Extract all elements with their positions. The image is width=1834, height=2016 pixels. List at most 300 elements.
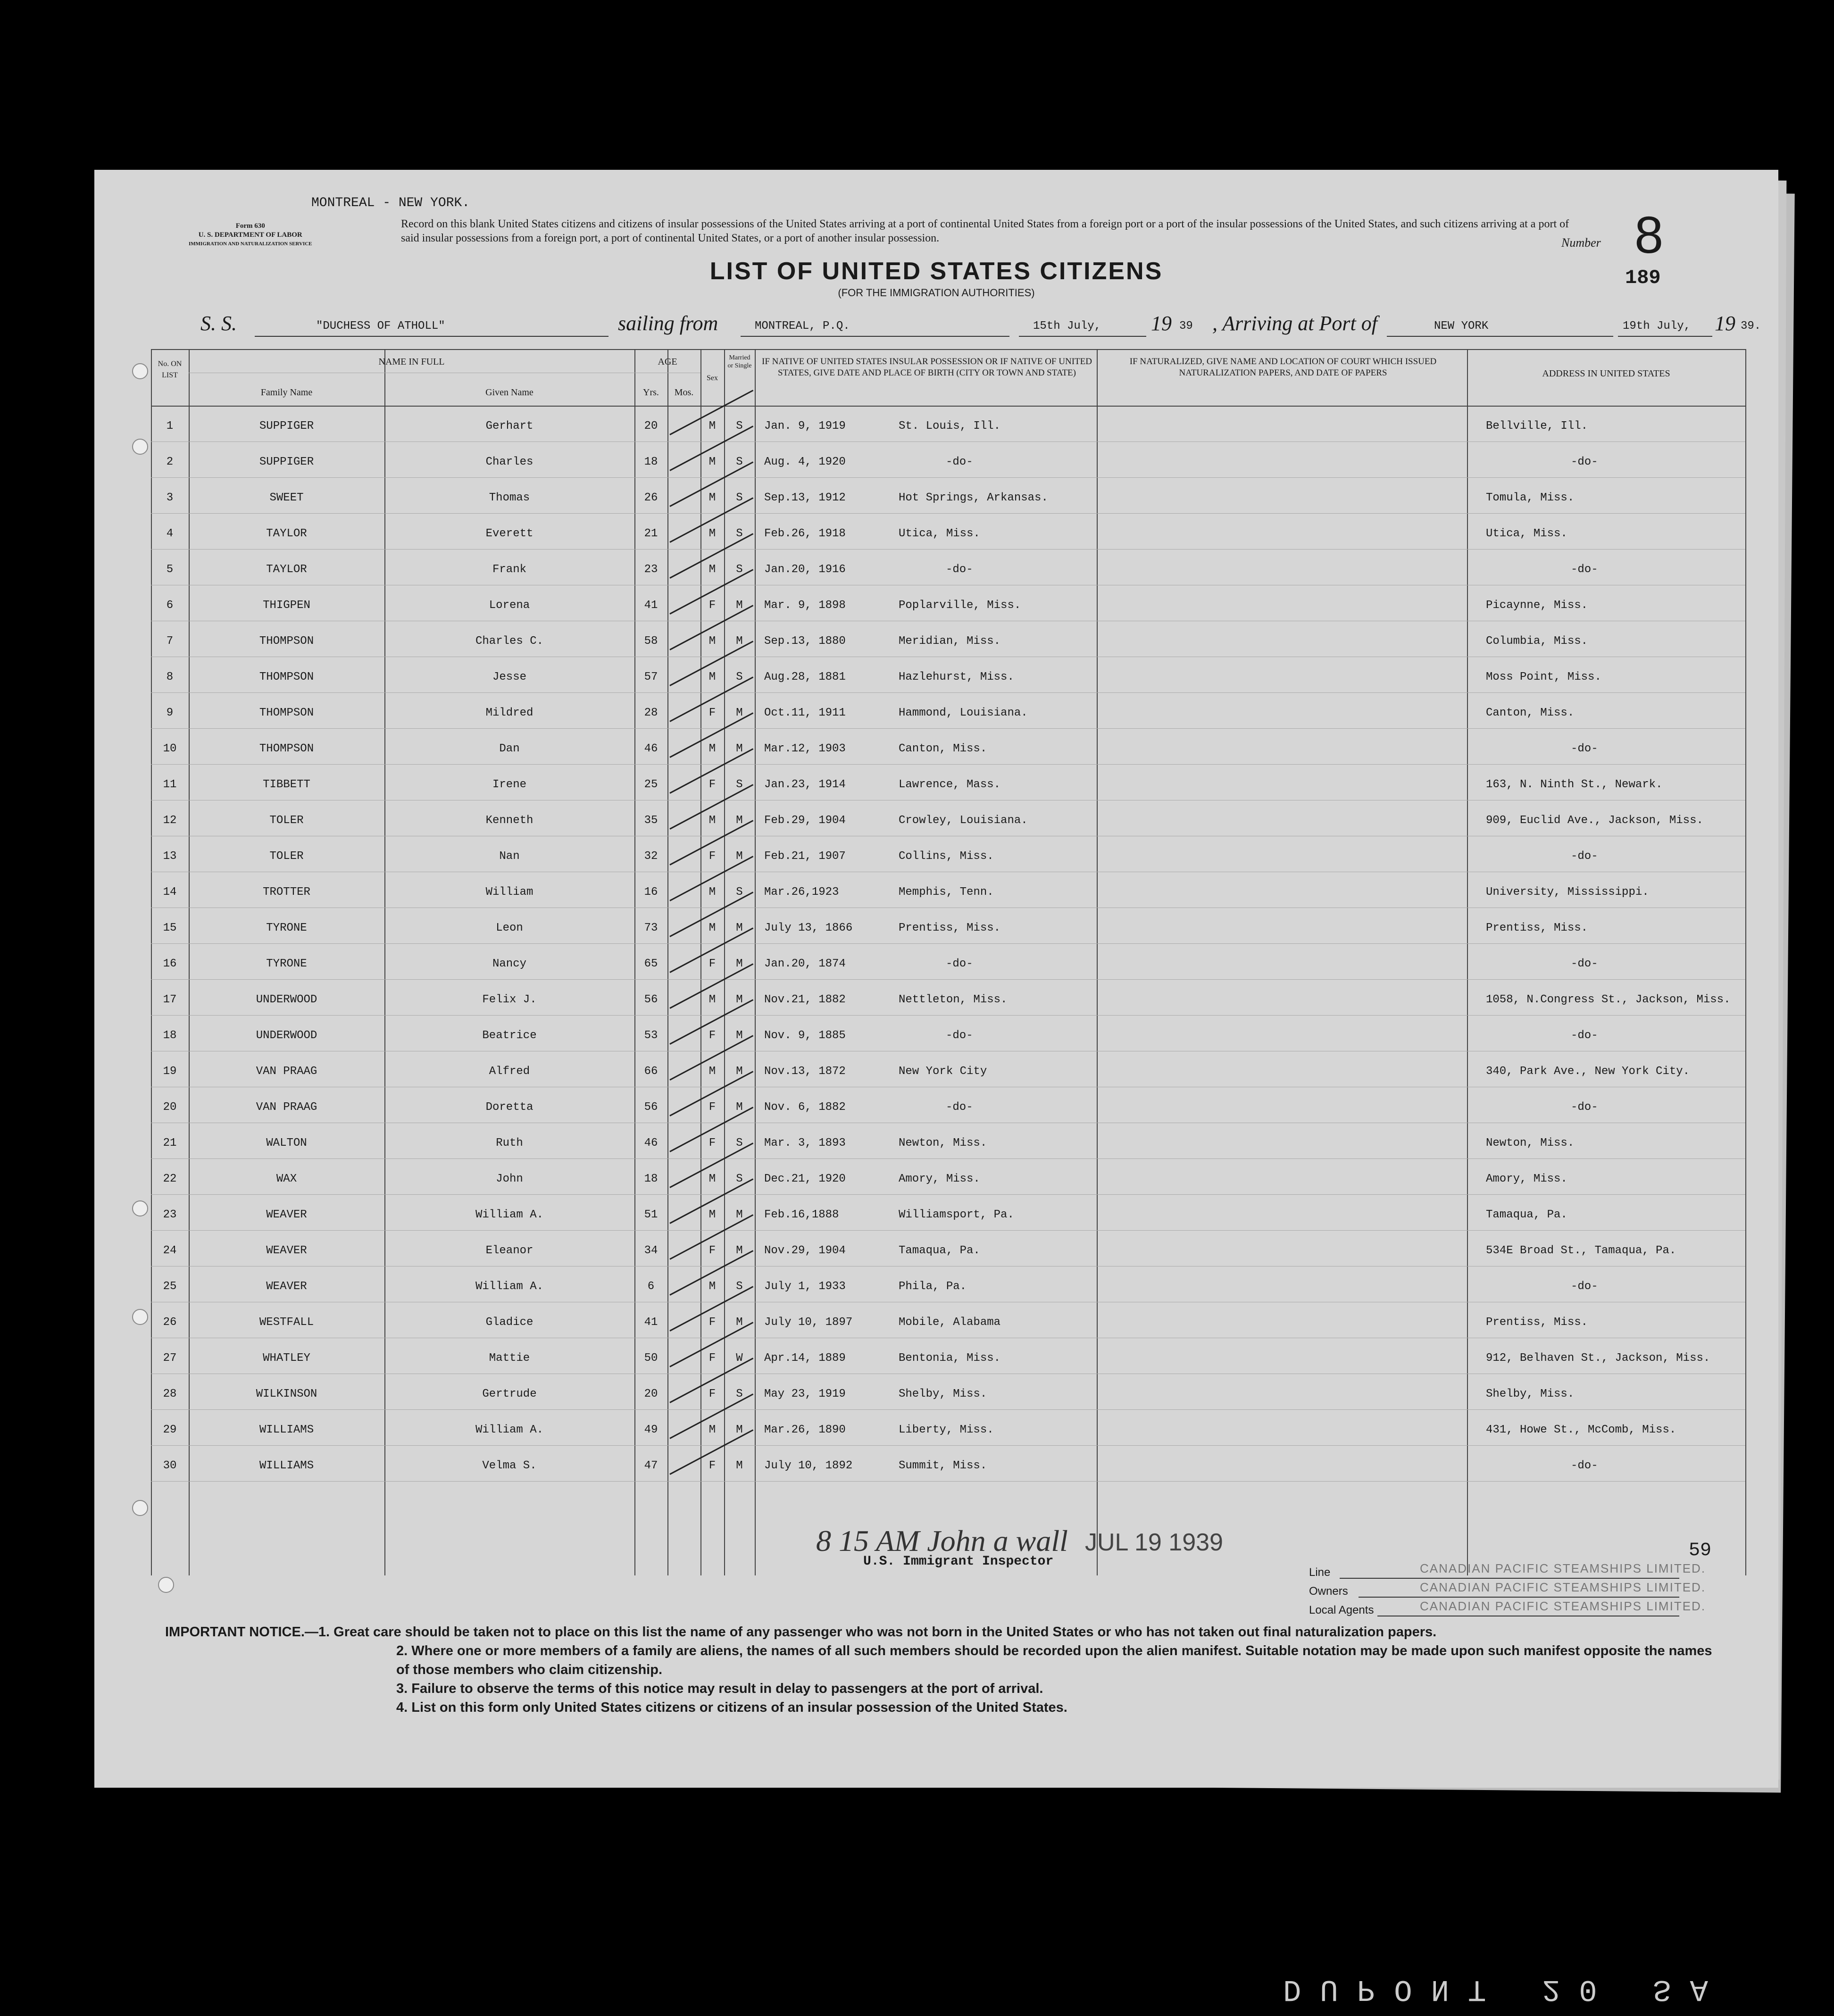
col-naturalized-header: IF NATURALIZED, GIVE NAME AND LOCATION OF COURT WHICH ISSUED NATURALIZATION PAPERS, AND DATE OF PAPERS <box>1129 357 1437 378</box>
cell-given: Dan <box>499 742 520 755</box>
cell-address: Prentiss, Miss. <box>1486 922 1588 934</box>
cell-sex: M <box>709 742 716 755</box>
punch-hole <box>132 439 148 455</box>
col-age-header: AGE <box>658 357 677 367</box>
row-rule <box>151 1194 1745 1195</box>
cell-family: WAX <box>276 1173 297 1185</box>
cell-ms: M <box>736 707 743 719</box>
cell-family: TYRONE <box>266 958 307 970</box>
cell-age: 18 <box>644 456 658 468</box>
cell-given: Kenneth <box>485 814 534 827</box>
cell-given: Mildred <box>485 707 534 719</box>
cell-bdate: Nov. 6, 1882 <box>764 1101 846 1114</box>
cell-ms: S <box>736 778 743 791</box>
cell-no: 3 <box>166 492 174 504</box>
form-number: Form 630 <box>235 222 265 230</box>
cell-address: Columbia, Miss. <box>1486 635 1588 648</box>
cell-no: 2 <box>166 456 174 468</box>
cell-sex: F <box>709 1137 716 1150</box>
cell-no: 6 <box>166 599 174 612</box>
cell-family: TIBBETT <box>263 778 310 791</box>
cell-no: 22 <box>163 1173 177 1185</box>
cell-age: 16 <box>644 886 658 899</box>
cell-bplace: Liberty, Miss. <box>899 1424 994 1436</box>
cell-ms: M <box>736 1101 743 1114</box>
cell-address: 431, Howe St., McComb, Miss. <box>1486 1424 1676 1436</box>
cell-ms: S <box>736 1173 743 1185</box>
cell-given: Doretta <box>485 1101 534 1114</box>
cell-age: 35 <box>644 814 658 827</box>
punch-hole <box>158 1577 174 1593</box>
cell-given: Alfred <box>489 1065 530 1078</box>
cell-ms: W <box>736 1352 743 1365</box>
cell-age: 65 <box>644 958 658 970</box>
row-rule <box>151 513 1745 514</box>
cell-bdate: Mar. 3, 1893 <box>764 1137 846 1150</box>
cell-family: THOMPSON <box>259 742 314 755</box>
cell-family: WEAVER <box>266 1208 307 1221</box>
cell-no: 23 <box>163 1208 177 1221</box>
line-label: Line <box>1309 1566 1331 1579</box>
cell-sex: F <box>709 1029 716 1042</box>
cell-family: THOMPSON <box>259 635 314 648</box>
cell-bplace: Nettleton, Miss. <box>899 993 1008 1006</box>
cell-address: -do- <box>1571 742 1598 755</box>
cell-address: Newton, Miss. <box>1486 1137 1575 1150</box>
cell-age: 41 <box>644 599 658 612</box>
cell-bplace: Shelby, Miss. <box>899 1388 987 1400</box>
cell-sex: F <box>709 1352 716 1365</box>
cell-address: Utica, Miss. <box>1486 527 1567 540</box>
page-number: 59 <box>1689 1540 1712 1561</box>
cell-no: 18 <box>163 1029 177 1042</box>
cell-no: 15 <box>163 922 177 934</box>
cell-age: 28 <box>644 707 658 719</box>
cell-bdate: Jan.20, 1916 <box>764 563 846 576</box>
departure-date: 15th July, <box>1033 320 1101 333</box>
cell-address: Tamaqua, Pa. <box>1486 1208 1567 1221</box>
cell-ms: S <box>736 1388 743 1400</box>
cell-given: Gladice <box>485 1316 534 1329</box>
cell-age: 73 <box>644 922 658 934</box>
cell-bplace: St. Louis, Ill. <box>899 420 1001 433</box>
col-family-header: Family Name <box>260 387 313 398</box>
cell-family: WEAVER <box>266 1244 307 1257</box>
notice-item-2: 2. Where one or more members of a family are aliens, the names of all such members should be recorded upon the alien manifest. Suitable notation may be made upon such manifest opposite the names of those members who claim citizenship. <box>396 1643 1712 1677</box>
cell-age: 47 <box>644 1459 658 1472</box>
cell-family: WHATLEY <box>263 1352 310 1365</box>
cell-given: Irene <box>492 778 526 791</box>
service: IMMIGRATION AND NATURALIZATION SERVICE <box>189 241 312 247</box>
cell-address: 340, Park Ave., New York City. <box>1486 1065 1690 1078</box>
row-rule <box>151 549 1745 550</box>
cell-age: 41 <box>644 1316 658 1329</box>
cell-age: 20 <box>644 1388 658 1400</box>
cell-age: 26 <box>644 492 658 504</box>
cell-no: 26 <box>163 1316 177 1329</box>
col-given-header: Given Name <box>485 387 534 398</box>
cell-sex: M <box>709 635 716 648</box>
cell-bdate: Nov.29, 1904 <box>764 1244 846 1257</box>
cell-no: 20 <box>163 1101 177 1114</box>
cell-bplace: -do- <box>946 958 973 970</box>
department: U. S. DEPARTMENT OF LABOR <box>198 231 302 239</box>
cell-sex: M <box>709 922 716 934</box>
cell-family: TOLER <box>269 814 304 827</box>
cell-ms: S <box>736 1280 743 1293</box>
cell-given: John <box>496 1173 523 1185</box>
cell-age: 32 <box>644 850 658 863</box>
row-rule <box>151 1481 1745 1482</box>
cell-sex: F <box>709 707 716 719</box>
punch-hole <box>132 363 148 379</box>
cell-bplace: -do- <box>946 563 973 576</box>
cell-no: 8 <box>166 671 174 683</box>
cell-given: William <box>485 886 534 899</box>
cell-sex: F <box>709 850 716 863</box>
cell-bdate: July 10, 1892 <box>764 1459 853 1472</box>
cell-family: TROTTER <box>263 886 310 899</box>
cell-bdate: Mar.12, 1903 <box>764 742 846 755</box>
col-name-header: NAME IN FULL <box>378 357 445 367</box>
cell-address: 1058, N.Congress St., Jackson, Miss. <box>1486 993 1731 1006</box>
notice-item-4: 4. List on this form only United States citizens or citizens of an insular possession of the United States. <box>396 1700 1067 1715</box>
cell-bdate: Dec.21, 1920 <box>764 1173 846 1185</box>
ss-label: S. S. <box>200 312 237 335</box>
departure-year: 39 <box>1179 320 1193 333</box>
cell-address: 163, N. Ninth St., Newark. <box>1486 778 1663 791</box>
punch-hole <box>132 1500 148 1516</box>
cell-bplace: Meridian, Miss. <box>899 635 1001 648</box>
cell-bplace: Amory, Miss. <box>899 1173 980 1185</box>
col-yrs-header: Yrs. <box>643 387 659 398</box>
cell-no: 16 <box>163 958 177 970</box>
cell-given: Beatrice <box>482 1029 537 1042</box>
cell-address: -do- <box>1571 456 1598 468</box>
cell-sex: M <box>709 420 716 433</box>
col-sex-header: Sex <box>707 374 718 382</box>
cell-bplace: Bentonia, Miss. <box>899 1352 1001 1365</box>
cell-bdate: Jan.20, 1874 <box>764 958 846 970</box>
owners-stamp: CANADIAN PACIFIC STEAMSHIPS LIMITED. <box>1420 1580 1706 1594</box>
cell-address: Tomula, Miss. <box>1486 492 1575 504</box>
cell-ms: S <box>736 671 743 683</box>
line-stamp: CANADIAN PACIFIC STEAMSHIPS LIMITED. <box>1420 1561 1706 1575</box>
cell-family: SUPPIGER <box>259 420 314 433</box>
cell-age: 6 <box>647 1280 655 1293</box>
cell-age: 53 <box>644 1029 658 1042</box>
cell-bdate: Feb.26, 1918 <box>764 527 846 540</box>
cell-bdate: Aug. 4, 1920 <box>764 456 846 468</box>
cell-no: 19 <box>163 1065 177 1078</box>
cell-ms: M <box>736 1029 743 1042</box>
cell-bdate: Jan. 9, 1919 <box>764 420 846 433</box>
cell-ms: M <box>736 958 743 970</box>
cell-bdate: Feb.16,1888 <box>764 1208 839 1221</box>
cell-ms: M <box>736 1208 743 1221</box>
cell-ms: S <box>736 1137 743 1150</box>
cell-address: Canton, Miss. <box>1486 707 1575 719</box>
cell-sex: M <box>709 886 716 899</box>
cell-no: 12 <box>163 814 177 827</box>
sailing-label: sailing from <box>618 312 718 335</box>
cell-family: TYRONE <box>266 922 307 934</box>
cell-sex: F <box>709 778 716 791</box>
cell-address: University, Mississippi. <box>1486 886 1649 899</box>
cell-bplace: Mobile, Alabama <box>899 1316 1001 1329</box>
cell-no: 7 <box>166 635 174 648</box>
form-header <box>94 170 1778 349</box>
cell-given: Frank <box>492 563 526 576</box>
cell-bplace: Tamaqua, Pa. <box>899 1244 980 1257</box>
cell-given: Velma S. <box>482 1459 537 1472</box>
cell-bdate: Feb.21, 1907 <box>764 850 846 863</box>
notice-item-1: 1. Great care should be taken not to place on this list the name of any passenger who was not born in the United States or who has not taken out final naturalization papers. <box>318 1624 1437 1640</box>
cell-no: 14 <box>163 886 177 899</box>
cell-ms: M <box>736 993 743 1006</box>
row-rule <box>151 728 1745 729</box>
cell-bplace: -do- <box>946 1029 973 1042</box>
cell-ms: M <box>736 1065 743 1078</box>
cell-bplace: Phila, Pa. <box>899 1280 967 1293</box>
arrival-port: NEW YORK <box>1434 320 1489 333</box>
punch-hole <box>132 1200 148 1216</box>
cell-age: 49 <box>644 1424 658 1436</box>
cell-family: VAN PRAAG <box>256 1065 317 1078</box>
cell-no: 30 <box>163 1459 177 1472</box>
cell-age: 21 <box>644 527 658 540</box>
cell-ms: M <box>736 599 743 612</box>
cell-bplace: Summit, Miss. <box>899 1459 987 1472</box>
cell-family: SUPPIGER <box>259 456 314 468</box>
cell-address: 534E Broad St., Tamaqua, Pa. <box>1486 1244 1676 1257</box>
cell-address: Bellville, Ill. <box>1486 420 1588 433</box>
row-rule <box>151 1015 1745 1016</box>
row-rule <box>151 943 1745 944</box>
col-no-header: No. ON LIST <box>158 360 182 379</box>
number-label: Number <box>1561 236 1601 250</box>
owners-label: Owners <box>1309 1585 1348 1598</box>
cell-family: THOMPSON <box>259 707 314 719</box>
cell-ms: M <box>736 1424 743 1436</box>
cell-bdate: Aug.28, 1881 <box>764 671 846 683</box>
cell-sex: M <box>709 671 716 683</box>
cell-given: Nan <box>499 850 520 863</box>
cell-address: -do- <box>1571 1029 1598 1042</box>
cell-bdate: Oct.11, 1911 <box>764 707 846 719</box>
date-stamp: JUL 19 1939 <box>1085 1529 1223 1556</box>
cell-family: WALTON <box>266 1137 307 1150</box>
cell-age: 50 <box>644 1352 658 1365</box>
cell-address: Prentiss, Miss. <box>1486 1316 1588 1329</box>
cell-given: William A. <box>475 1208 544 1221</box>
cell-bdate: Sep.13, 1880 <box>764 635 846 648</box>
cell-bdate: Nov.21, 1882 <box>764 993 846 1006</box>
cell-sex: F <box>709 958 716 970</box>
cell-given: Charles C. <box>475 635 544 648</box>
cell-bdate: July 13, 1866 <box>764 922 853 934</box>
cell-ms: S <box>736 420 743 433</box>
cell-bplace: Crowley, Louisiana. <box>899 814 1028 827</box>
cell-bplace: Williamsport, Pa. <box>899 1208 1014 1221</box>
cell-address: -do- <box>1571 958 1598 970</box>
cell-family: VAN PRAAG <box>256 1101 317 1114</box>
cell-no: 13 <box>163 850 177 863</box>
row-rule <box>151 1445 1745 1446</box>
cell-bdate: Apr.14, 1889 <box>764 1352 846 1365</box>
cell-given: Gerhart <box>485 420 534 433</box>
cell-age: 51 <box>644 1208 658 1221</box>
col-address-header: ADDRESS IN UNITED STATES <box>1542 368 1670 379</box>
col-birth-header: IF NATIVE OF UNITED STATES INSULAR POSSESSION OR IF NATIVE OF UNITED STATES, GIVE DATE AND PLACE OF BIRTH (CITY OR TOWN AND STATE) <box>762 357 1092 378</box>
inspector-signature: 8 15 AM John a wall <box>816 1524 1068 1558</box>
cell-family: WILKINSON <box>256 1388 317 1400</box>
cell-age: 66 <box>644 1065 658 1078</box>
cell-bplace: New York City <box>899 1065 987 1078</box>
cell-family: UNDERWOOD <box>256 1029 317 1042</box>
cell-family: WILLIAMS <box>259 1459 314 1472</box>
cell-bplace: Hot Springs, Arkansas. <box>899 492 1048 504</box>
cell-family: THIGPEN <box>263 599 310 612</box>
cell-age: 46 <box>644 1137 658 1150</box>
cell-age: 34 <box>644 1244 658 1257</box>
cell-address: Moss Point, Miss. <box>1486 671 1601 683</box>
notice-item-3: 3. Failure to observe the terms of this notice may result in delay to passengers at the port of arrival. <box>396 1681 1043 1696</box>
row-rule <box>151 1409 1745 1410</box>
cell-no: 4 <box>166 527 174 540</box>
cell-bdate: July 10, 1897 <box>764 1316 853 1329</box>
row-rule <box>151 1230 1745 1231</box>
cell-ms: M <box>736 814 743 827</box>
year-prefix-2: 19 <box>1715 312 1735 335</box>
cell-family: WESTFALL <box>259 1316 314 1329</box>
ship-name: "DUCHESS OF ATHOLL" <box>316 320 445 333</box>
cell-bdate: Feb.29, 1904 <box>764 814 846 827</box>
cell-ms: M <box>736 635 743 648</box>
cell-ms: S <box>736 456 743 468</box>
cell-sex: M <box>709 1173 716 1185</box>
page-title: LIST OF UNITED STATES CITIZENS <box>709 258 1163 285</box>
cell-no: 1 <box>166 420 174 433</box>
cell-bdate: Nov. 9, 1885 <box>764 1029 846 1042</box>
cell-no: 9 <box>166 707 174 719</box>
agents-label: Local Agents <box>1309 1604 1374 1616</box>
arriving-label: , Arriving at Port of <box>1212 312 1377 335</box>
cell-sex: M <box>709 1424 716 1436</box>
row-rule <box>151 1158 1745 1159</box>
cell-family: UNDERWOOD <box>256 993 317 1006</box>
cell-given: Nancy <box>492 958 526 970</box>
film-marker: DUPONT 20 SA <box>1283 1972 1727 2006</box>
cell-bplace: Poplarville, Miss. <box>899 599 1021 612</box>
cell-address: -do- <box>1571 563 1598 576</box>
cell-no: 29 <box>163 1424 177 1436</box>
row-rule <box>151 979 1745 980</box>
cell-no: 28 <box>163 1388 177 1400</box>
cell-no: 11 <box>163 778 177 791</box>
cell-bdate: Mar.26,1923 <box>764 886 839 899</box>
cell-address: Picaynne, Miss. <box>1486 599 1588 612</box>
record-instructions: Record on this blank United States citizens and citizens of insular possessions of the United States arriving at a port of continental United States from a foreign port or a port of the insular possessions of the United States, and such citizens arriving at a port of said insular possessions from a foreign port, a port of continental United States, or a port of another insular possession. <box>401 218 1569 244</box>
cell-sex: M <box>709 1208 716 1221</box>
cell-age: 23 <box>644 563 658 576</box>
page-stamp: 189 <box>1625 267 1661 289</box>
cell-bplace: Canton, Miss. <box>899 742 987 755</box>
cell-address: 909, Euclid Ave., Jackson, Miss. <box>1486 814 1703 827</box>
cell-family: WILLIAMS <box>259 1424 314 1436</box>
cell-given: Thomas <box>489 492 530 504</box>
cell-ms: M <box>736 922 743 934</box>
cell-given: Lorena <box>489 599 530 612</box>
arrival-year: 39. <box>1741 320 1761 333</box>
col-mos-header: Mos. <box>674 387 694 398</box>
cell-sex: F <box>709 1244 716 1257</box>
manifest-sheet <box>94 170 1778 1788</box>
cell-bplace: Lawrence, Mass. <box>899 778 1001 791</box>
cell-bdate: Sep.13, 1912 <box>764 492 846 504</box>
important-notice <box>165 1623 1722 1717</box>
cell-family: TAYLOR <box>266 563 307 576</box>
cell-address: 912, Belhaven St., Jackson, Miss. <box>1486 1352 1710 1365</box>
cell-age: 58 <box>644 635 658 648</box>
cell-ms: S <box>736 563 743 576</box>
cell-age: 56 <box>644 1101 658 1114</box>
cell-ms: S <box>736 492 743 504</box>
cell-address: -do- <box>1571 1280 1598 1293</box>
cell-bdate: Mar. 9, 1898 <box>764 599 846 612</box>
cell-given: Charles <box>485 456 534 468</box>
cell-no: 25 <box>163 1280 177 1293</box>
passenger-table <box>151 349 1745 1575</box>
cell-address: -do- <box>1571 1101 1598 1114</box>
punch-hole <box>132 1309 148 1325</box>
route: MONTREAL - NEW YORK. <box>311 196 470 210</box>
cell-sex: F <box>709 1316 716 1329</box>
cell-family: WEAVER <box>266 1280 307 1293</box>
cell-sex: M <box>709 1065 716 1078</box>
cell-family: SWEET <box>269 492 304 504</box>
form-issuer <box>189 222 312 249</box>
col-married-header: Married or Single <box>727 354 752 369</box>
cell-ms: M <box>736 1244 743 1257</box>
cell-sex: M <box>709 1280 716 1293</box>
cell-sex: F <box>709 1388 716 1400</box>
cell-given: Gertrude <box>482 1388 537 1400</box>
cell-age: 25 <box>644 778 658 791</box>
cell-family: TOLER <box>269 850 304 863</box>
cell-age: 56 <box>644 993 658 1006</box>
cell-sex: M <box>709 456 716 468</box>
notice-title: IMPORTANT NOTICE.— <box>165 1624 318 1640</box>
cell-bdate: Nov.13, 1872 <box>764 1065 846 1078</box>
cell-age: 18 <box>644 1173 658 1185</box>
cell-bdate: Mar.26, 1890 <box>764 1424 846 1436</box>
cell-bplace: Prentiss, Miss. <box>899 922 1001 934</box>
cell-given: William A. <box>475 1280 544 1293</box>
cell-given: Ruth <box>496 1137 523 1150</box>
cell-given: Felix J. <box>482 993 537 1006</box>
cell-sex: M <box>709 814 716 827</box>
cell-address: Amory, Miss. <box>1486 1173 1567 1185</box>
cell-given: Jesse <box>492 671 526 683</box>
cell-no: 21 <box>163 1137 177 1150</box>
cell-sex: F <box>709 1459 716 1472</box>
cell-bdate: May 23, 1919 <box>764 1388 846 1400</box>
page-subtitle: (FOR THE IMMIGRATION AUTHORITIES) <box>838 287 1035 299</box>
cell-no: 10 <box>163 742 177 755</box>
cell-ms: M <box>736 1459 743 1472</box>
cell-address: Shelby, Miss. <box>1486 1388 1575 1400</box>
